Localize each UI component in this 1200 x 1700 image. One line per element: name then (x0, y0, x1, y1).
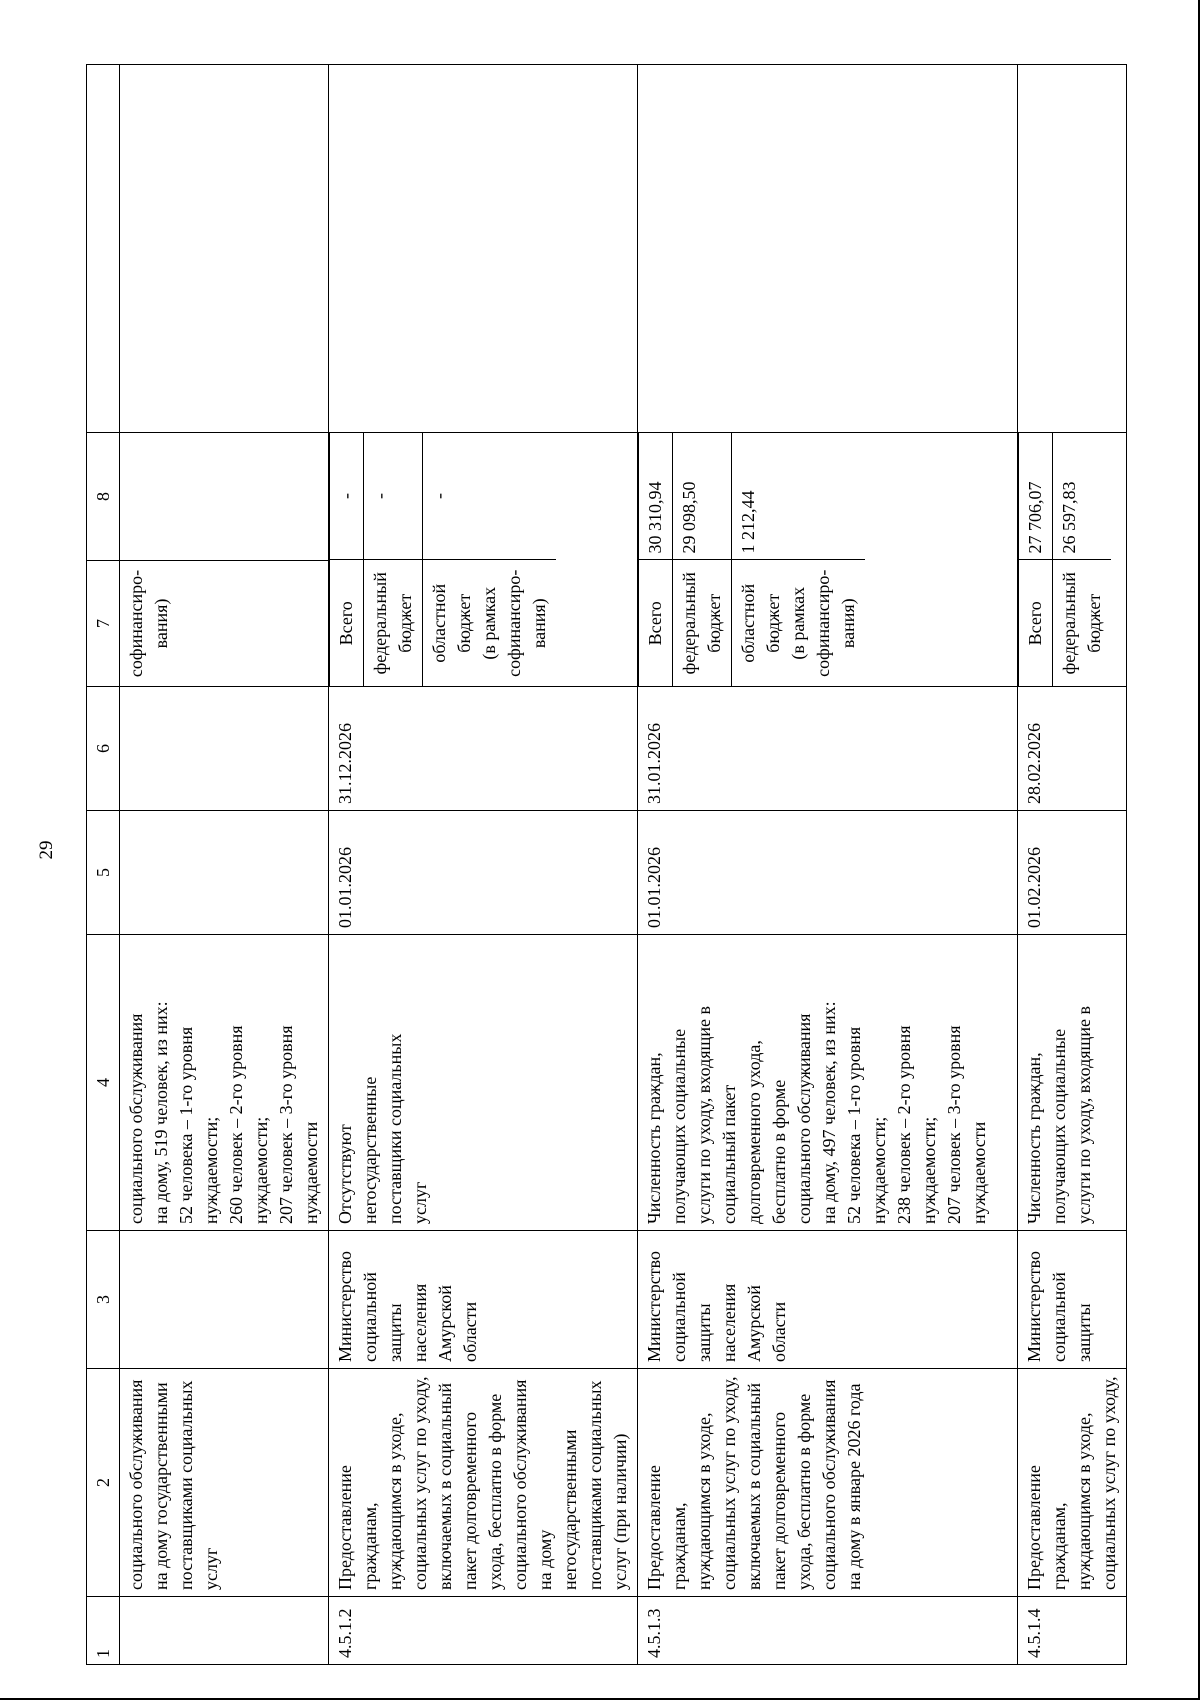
cont-col5 (120, 811, 329, 935)
table-row (638, 65, 1018, 1665)
continuation-row (120, 65, 329, 1665)
funding-line (423, 433, 557, 687)
row-description: Предоставление гражданам, нуждающимся в уходе, социальных услуг по уходу, (1018, 1369, 1127, 1597)
funding-source: федеральный бюджет (1053, 560, 1112, 686)
row-end-date: 31.01.2026 (638, 687, 1018, 811)
row-end-date: 31.12.2026 (329, 687, 638, 811)
col-header-4: 4 (87, 935, 120, 1231)
row-responsible: Министерство социальной защиты населения Амурской области (638, 1231, 1018, 1369)
row-funding (638, 433, 1018, 687)
row-id: 4.5.1.4 (1018, 1597, 1127, 1665)
row-start-date: 01.01.2026 (329, 811, 638, 935)
funding-amount: 30 310,94 (639, 433, 673, 561)
funding-line (673, 433, 732, 687)
funding-amount: 1 212,44 (732, 433, 866, 561)
col-header-2: 2 (87, 1369, 120, 1597)
row-col9 (638, 65, 1018, 433)
funding-source: федеральный бюджет (364, 560, 423, 686)
cont-funding-source: софинансиро- вания) (120, 561, 329, 687)
row-start-date: 01.01.2026 (638, 811, 1018, 935)
funding-subtable (638, 433, 865, 687)
funding-amount: - (364, 433, 423, 561)
row-col9 (1018, 65, 1127, 433)
funding-source: Всего (330, 560, 364, 686)
col-header-5: 5 (87, 811, 120, 935)
funding-amount: 27 706,07 (1019, 433, 1053, 561)
funding-amount: - (423, 433, 557, 561)
row-col9 (329, 65, 638, 433)
table-row (1018, 65, 1127, 1665)
funding-amount: - (330, 433, 364, 561)
col-header-6: 6 (87, 687, 120, 811)
cont-col1 (120, 1597, 329, 1665)
funding-line (330, 433, 364, 687)
rotated-table-container (86, 65, 1146, 1665)
funding-subtable (329, 433, 556, 687)
cont-col3 (120, 1231, 329, 1369)
row-indicator: Отсутствуют негосударственные поставщики социальных услуг (329, 935, 638, 1231)
cont-col9 (120, 65, 329, 433)
row-funding (1018, 433, 1127, 687)
cont-indicator: социального обслуживания на дому, 519 человек, из них: 52 человека – 1-го уровня нуждаемости; 260 человек – 2-го уровня нуждаемости; 207 человек – 3-го уровня нуждаемости (120, 935, 329, 1231)
funding-source: Всего (639, 560, 673, 686)
row-id: 4.5.1.2 (329, 1597, 638, 1665)
col-header-3: 3 (87, 1231, 120, 1369)
funding-line (1019, 433, 1053, 687)
col-header-8: 8 (87, 433, 120, 561)
funding-source: Всего (1019, 560, 1053, 686)
row-description: Предоставление гражданам, нуждающимся в уходе, социальных услуг по уходу, включаемых в социальный пакет долговременного ухода, бесплатно в форме социального обслуживания на дому в январе 2026 года (638, 1369, 1018, 1597)
cont-description: социального обслуживания на дому государственными поставщиками социальных услуг (120, 1369, 329, 1597)
page-number: 29 (36, 840, 57, 860)
col-header-1: 1 (87, 1597, 120, 1665)
row-end-date: 28.02.2026 (1018, 687, 1127, 811)
row-id: 4.5.1.3 (638, 1597, 1018, 1665)
table-row (329, 65, 638, 1665)
funding-amount: 29 098,50 (673, 433, 732, 561)
column-number-row (87, 65, 120, 1665)
funding-source: федеральный бюджет (673, 560, 732, 686)
col-header-7: 7 (87, 561, 120, 687)
funding-subtable (1018, 433, 1111, 687)
funding-source: областной бюджет (в рамках софинансиро- вания) (423, 560, 557, 686)
plan-table (86, 64, 1127, 1665)
row-indicator: Численность граждан, получающих социальные услуги по уходу, входящие в социальный пакет долговременного ухода, бесплатно в форме социального обслуживания на дому, 497 человек, из них: 52 человека – 1-го уровня нуждаемости; 238 человек – 2-го уровня нуждаемости; 207 человек – 3-го уровня нуждаемости (638, 935, 1018, 1231)
funding-source: областной бюджет (в рамках софинансиро- вания) (732, 560, 866, 686)
row-responsible: Министерство социальной защиты населения Амурской области (329, 1231, 638, 1369)
row-description: Предоставление гражданам, нуждающимся в уходе, социальных услуг по уходу, включаемых в социальный пакет долговременного ухода, бесплатно в форме социального обслуживания на дому негосударственными поставщиками социальных услуг (при наличии) (329, 1369, 638, 1597)
cont-col6 (120, 687, 329, 811)
funding-line (732, 433, 866, 687)
row-start-date: 01.02.2026 (1018, 811, 1127, 935)
funding-line (364, 433, 423, 687)
row-funding (329, 433, 638, 687)
cont-col8 (120, 433, 329, 561)
funding-amount: 26 597,83 (1053, 433, 1112, 561)
funding-line (639, 433, 673, 687)
row-responsible: Министерство социальной защиты (1018, 1231, 1127, 1369)
funding-line (1053, 433, 1112, 687)
row-indicator: Численность граждан, получающих социальные услуги по уходу, входящие в (1018, 935, 1127, 1231)
col-header-9 (87, 65, 120, 433)
